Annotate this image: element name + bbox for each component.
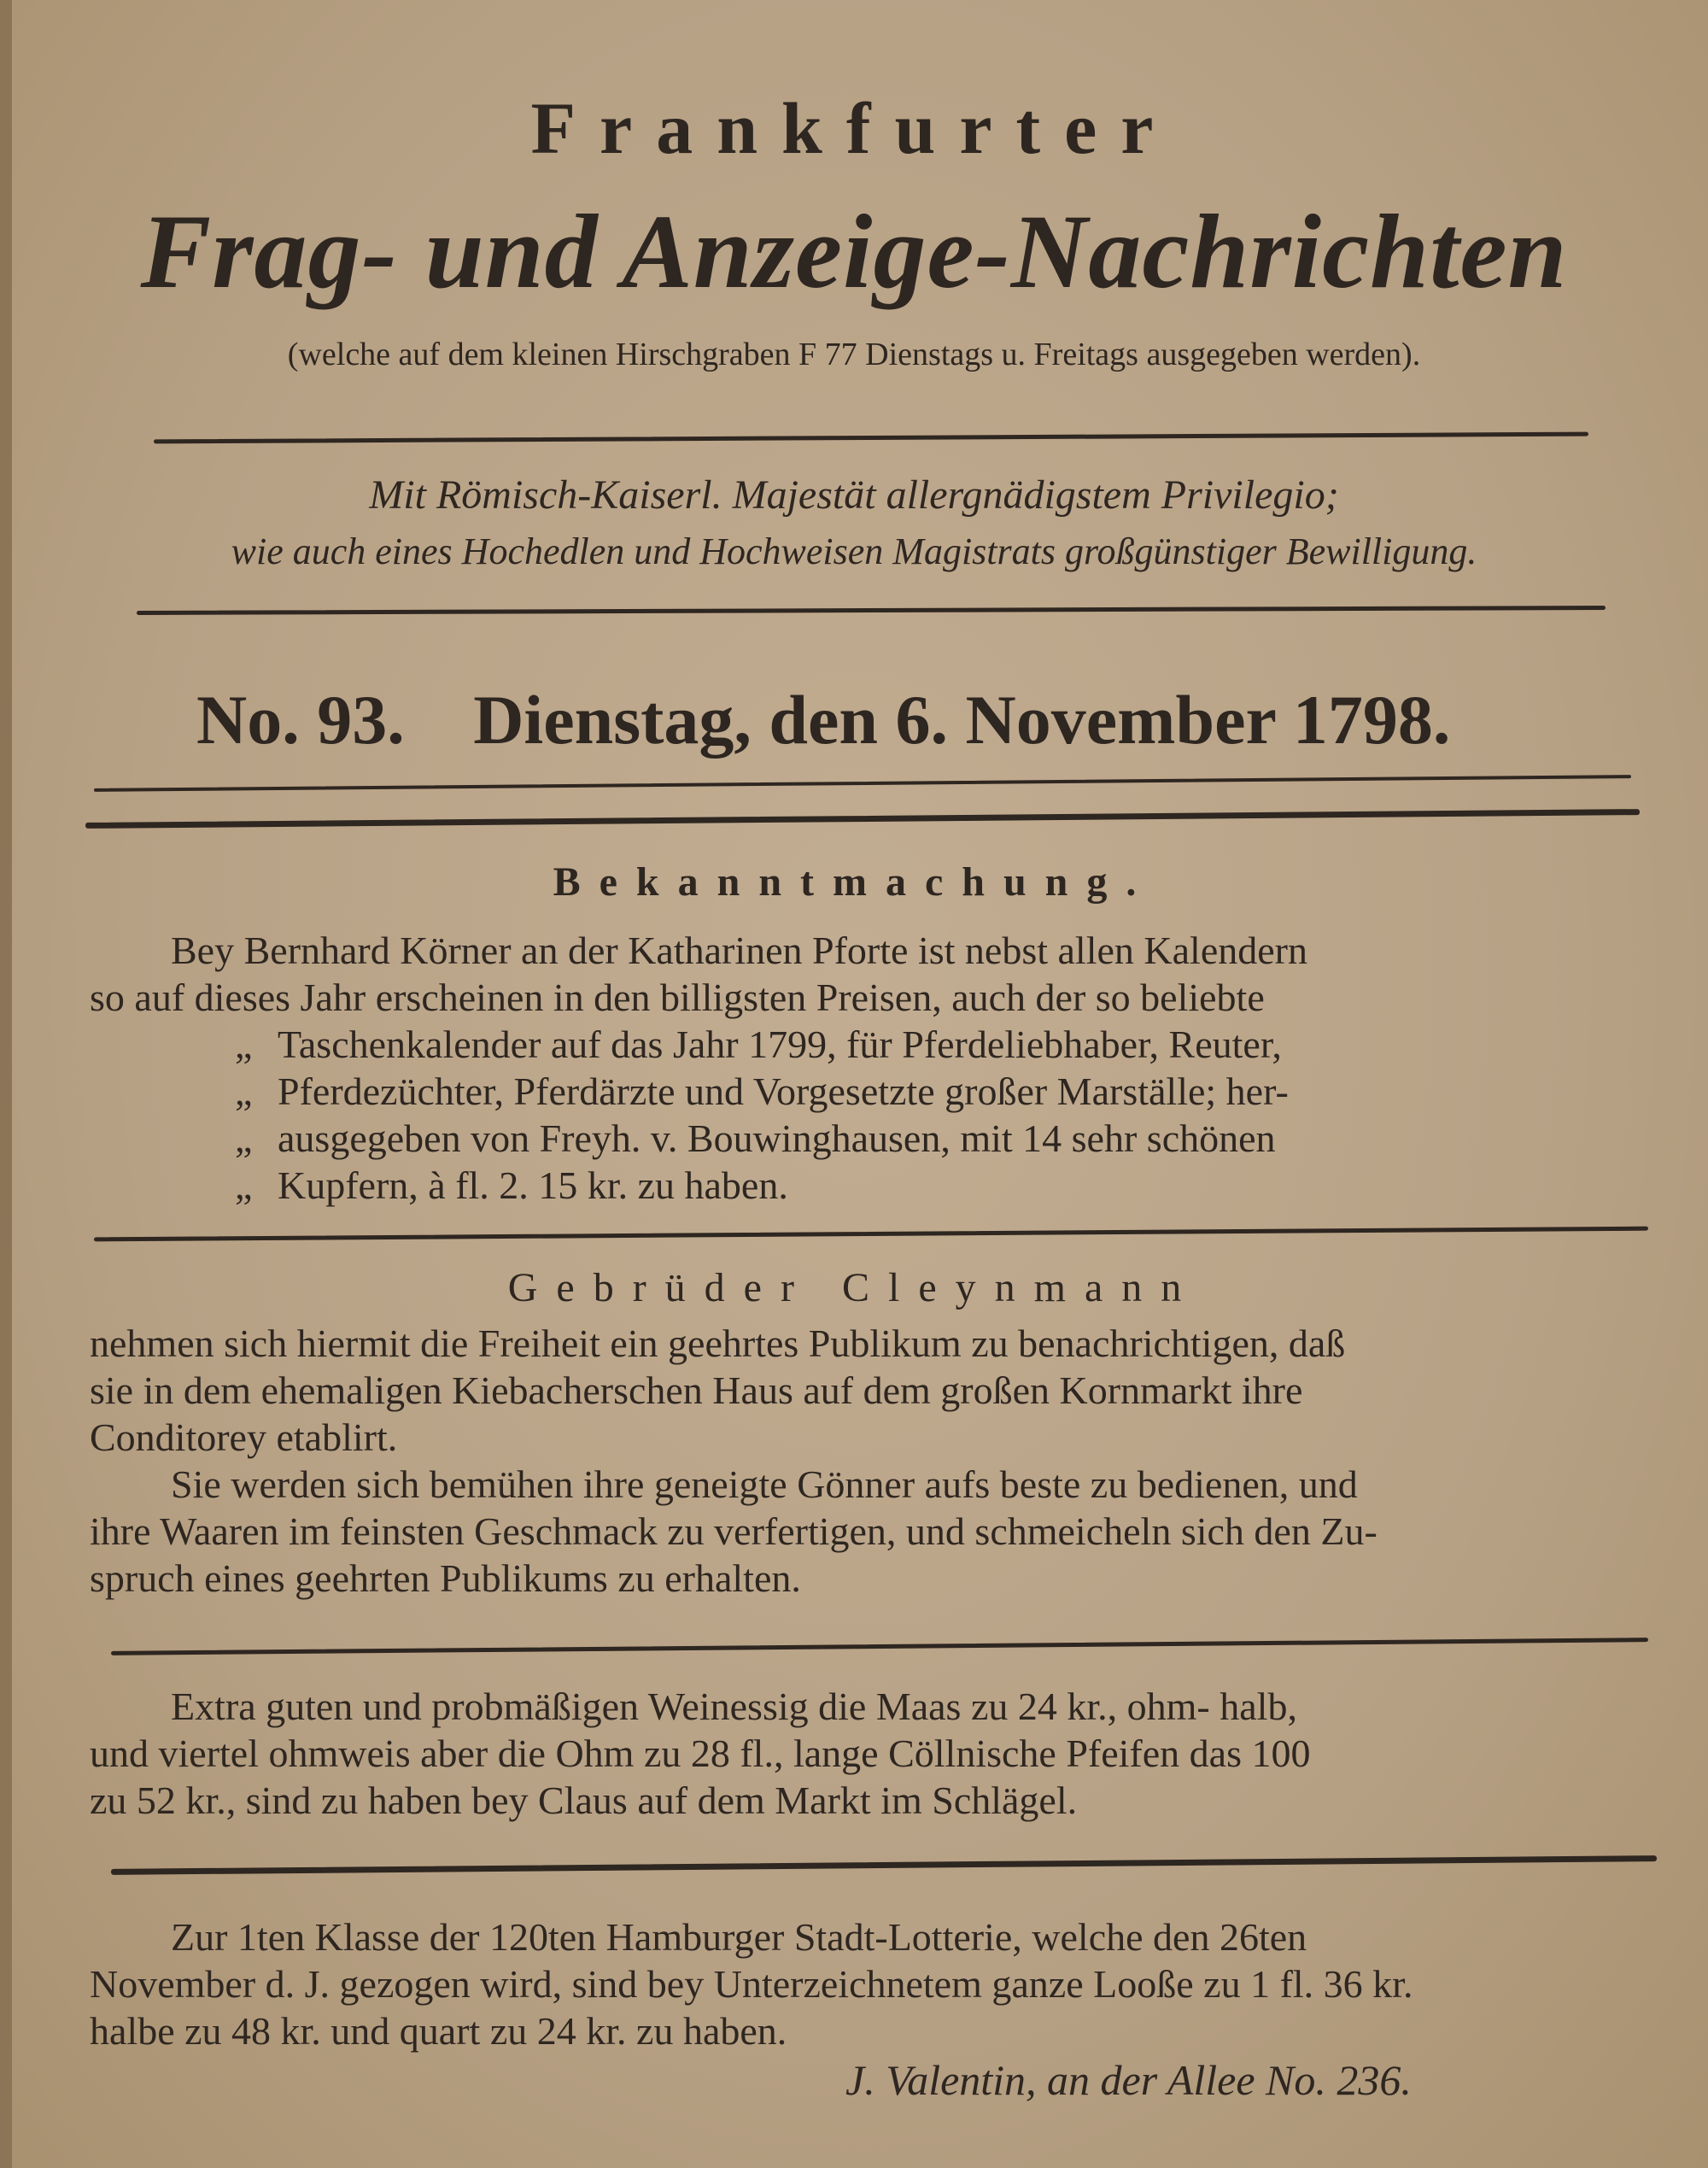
issue-date: Dienstag, den 6. November 1798.: [473, 681, 1451, 759]
notice-line: nehmen sich hiermit die Freiheit ein geehrtes Publikum zu benachrichtigen, daß: [90, 1321, 1346, 1365]
divider: [154, 432, 1588, 444]
masthead-subtitle: (welche auf dem kleinen Hirschgraben F 77 Dienstags u. Freitags ausgegeben werden).: [287, 337, 1421, 372]
notice-line: ihre Waaren im feinsten Geschmack zu verfertigen, und schmeicheln sich den Zu-: [90, 1509, 1378, 1553]
quote-mark: „: [235, 1116, 253, 1160]
divider: [137, 606, 1606, 615]
issue-line: [85, 679, 1623, 761]
notice-line: Conditorey etablirt.: [90, 1415, 398, 1459]
notice-line: Kupfern, à fl. 2. 15 kr. zu haben.: [278, 1163, 788, 1207]
divider-double: [85, 809, 1640, 829]
signature: J. Valentin, an der Allee No. 236.: [845, 2056, 1412, 2104]
divider: [94, 775, 1631, 792]
notice-line: Bey Bernhard Körner an der Katharinen Pforte ist nebst allen Kalendern: [171, 929, 1307, 972]
notice-line: sie in dem ehemaligen Kiebacherschen Haus auf dem großen Kornmarkt ihre: [90, 1368, 1303, 1412]
notice-cleynmann: [90, 1320, 1661, 1602]
privilege-line2: wie auch eines Hochedlen und Hochweisen Magistrats großgünstiger Bewilligung.: [231, 530, 1477, 572]
quote-mark: „: [235, 1069, 253, 1113]
divider: [111, 1855, 1657, 1875]
notice-line: zu 52 kr., sind zu haben bey Claus auf dem Markt im Schlägel.: [90, 1778, 1078, 1822]
notice-bekanntmachung: [90, 927, 1661, 1209]
notice-line: Sie werden sich bemühen ihre geneigte Gönner aufs beste zu bedienen, und: [171, 1462, 1358, 1506]
notice-heading: Gebrüder Cleynmann: [507, 1265, 1201, 1310]
page-edge: [0, 0, 12, 2168]
divider: [94, 1227, 1648, 1242]
notice-weinessig: [90, 1683, 1661, 1824]
notice-lotterie: [90, 1913, 1661, 2054]
notice-line: Taschenkalender auf das Jahr 1799, für Pferdeliebhaber, Reuter,: [278, 1022, 1282, 1066]
notice-line: November d. J. gezogen wird, sind bey Unterzeichnetem ganze Looße zu 1 fl. 36 kr.: [90, 1962, 1413, 2006]
notice-line: Zur 1ten Klasse der 120ten Hamburger Stadt-Lotterie, welche den 26ten: [171, 1915, 1307, 1959]
issue-number: No. 93.: [196, 681, 405, 759]
notice-line: Extra guten und probmäßigen Weinessig die Maas zu 24 kr., ohm- halb,: [171, 1685, 1297, 1728]
notice-line: ausgegeben von Freyh. v. Bouwinghausen, mit 14 sehr schönen: [278, 1116, 1276, 1160]
quote-mark: „: [235, 1163, 253, 1207]
notice-line: halbe zu 48 kr. und quart zu 24 kr. zu haben.: [90, 2009, 787, 2053]
notice-heading: Bekanntmachung.: [553, 859, 1155, 905]
notice-line: so auf dieses Jahr erscheinen in den billigsten Preisen, auch der so beliebte: [90, 976, 1265, 1019]
notice-line: Pferdezüchter, Pferdärzte und Vorgesetzte großer Marställe; her-: [278, 1069, 1289, 1113]
masthead-title-line1: Frankfurter: [530, 87, 1178, 169]
divider: [111, 1638, 1648, 1655]
notice-line: spruch eines geehrten Publikums zu erhalten.: [90, 1556, 801, 1600]
privilege-line1: Mit Römisch-Kaiserl. Majestät allergnädigstem Privilegio;: [369, 472, 1339, 518]
masthead-title-line2: Frag- und Anzeige-Nachrichten: [140, 193, 1568, 310]
notice-line: und viertel ohmweis aber die Ohm zu 28 fl., lange Cöllnische Pfeifen das 100: [90, 1731, 1311, 1775]
quote-mark: „: [235, 1022, 253, 1066]
